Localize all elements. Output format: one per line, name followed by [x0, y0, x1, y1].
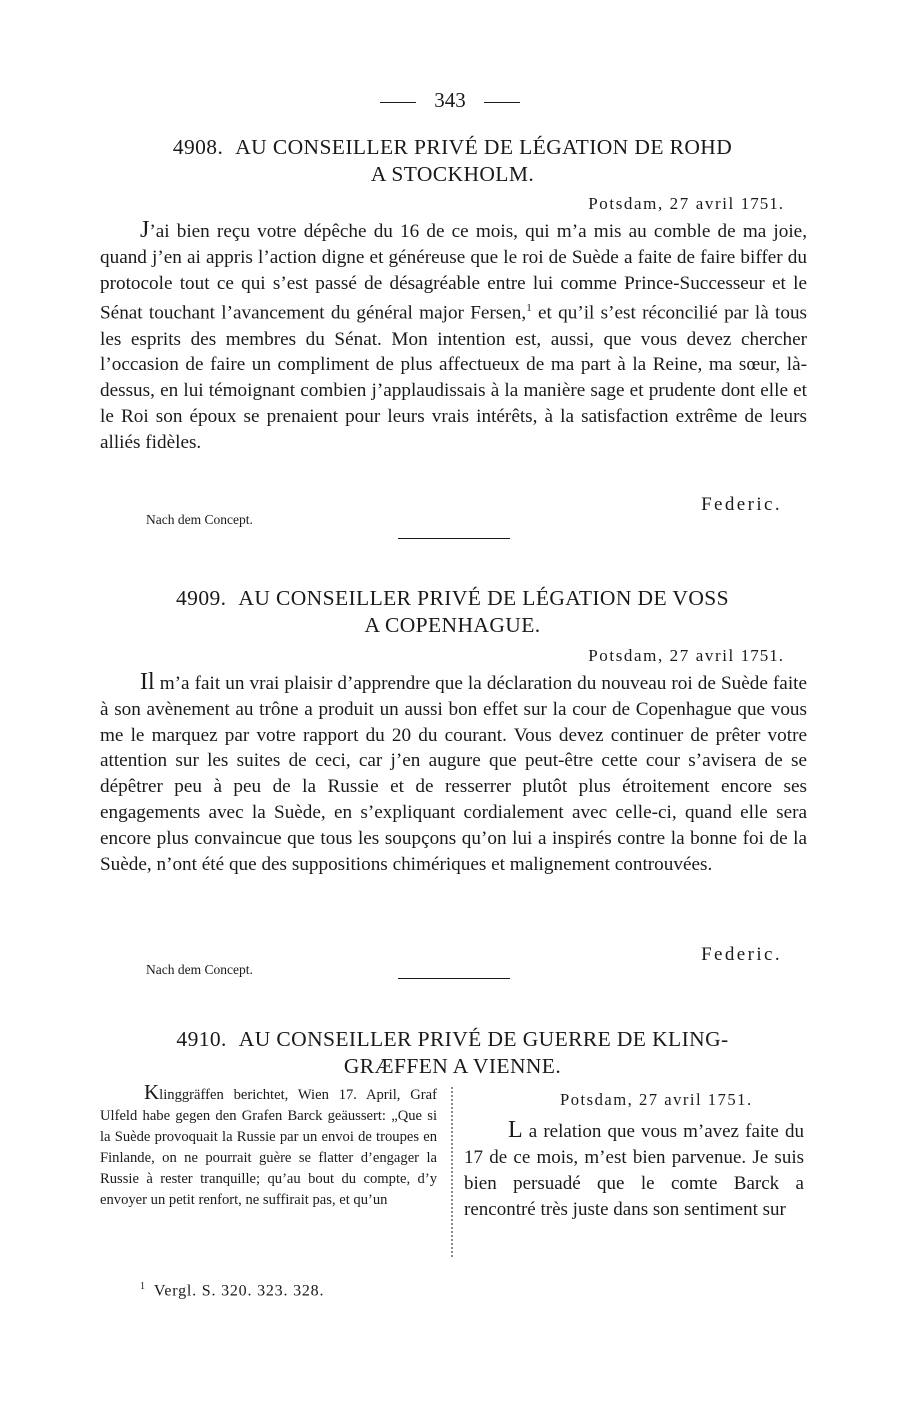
left-dash — [380, 102, 416, 103]
body-text-part-1: ’ai bien reçu votre dépêche du 16 de ce mois, qui m’a mis au comble de ma joie, quand j’en ai appris l’action digne et généreuse que le roi de Suède a faite de faire biffer du protocole tout ce qui s’est passé de désagréable entre lui comme Prince-Successeur et le Sénat touchant l’avancement du général major Fersen, — [100, 221, 807, 324]
signature: Federic. — [701, 944, 782, 965]
heading-title: AU CONSEILLER PRIVÉ DE LÉGATION DE ROHD — [235, 135, 733, 159]
letter-heading-4908 — [100, 134, 805, 188]
heading-title: AU CONSEILLER PRIVÉ DE LÉGATION DE VOSS — [238, 586, 729, 610]
dateline — [588, 646, 784, 666]
dateline-place-date: Potsdam, 27 avril — [588, 646, 735, 665]
letter-number: 4909. — [176, 586, 227, 610]
summary-text: linggräffen berichtet, Wien 17. April, Graf Ulfeld habe gegen den Grafen Barck geäussert: „Que si la Suède provoquait la Russie par un envoi de troupes en Finlande, on ne pourrait guère se flatter d’engager la Russie à rester tranquille; qu’au bout du compte, d’y envoyer un petit renfort, ne suffirait pas, et qu’un — [100, 1087, 437, 1208]
footnote — [140, 1281, 324, 1300]
dateline-place-date: Potsdam, 27 avril — [588, 194, 735, 213]
running-head — [0, 88, 900, 113]
body-text-part-2: et qu’il s’est réconcilié par là tous les esprits des membres du Sénat. Mon intention est, aussi, que vous devez chercher l’occasion de faire un compliment de plus affectueux de ma part à la Reine, ma sœur, là-dessus, en lui témoignant combien j’applaudissais à la manière sage et prudente dont elle et le Roi son époux se prenaient pour leurs vrais intérêts, à la satisfaction extrême de leurs alliés fidèles. — [100, 302, 807, 453]
footnote-reference: 1 — [526, 302, 532, 315]
letter-number: 4908. — [172, 135, 224, 159]
right-dash — [484, 102, 520, 103]
column-divider — [451, 1087, 453, 1257]
letter-paragraph — [464, 1117, 804, 1223]
signature: Federic. — [701, 494, 782, 515]
initial-letter: K — [144, 1080, 160, 1104]
source-note: Nach dem Concept. — [146, 962, 253, 977]
letter-column — [464, 1117, 804, 1223]
letter-text: a relation que vous m’avez faite du 17 de ce mois, m’est bien parvenue. Je suis bien persuadé que le comte Barck a rencontré très juste dans son sentiment sur — [464, 1121, 804, 1220]
body-text: m’a fait un vrai plaisir d’apprendre que la déclaration du nouveau roi de Suède faite à son avènement au trône a produit un aussi bon effet sur la cour de Copenhague que vous me le marquez par votre rapport du 20 du courant. Vous devez continuer de prêter votre attention sur les suites de ceci, car j’en augure que peut-être cette cour s’avisera de se dépêtrer peu à peu de la Russie et de resserrer plutôt plus étroitement encore ses engagements avec la Suède, en s’expliquant cordialement avec celle-ci, quand elle sera encore plus convaincue que tous les soupçons qu’on lui a inspirés contre la bonne foi de la Suède, n’ont été que des suppositions chimériques et malignement controuvées. — [100, 673, 807, 875]
separator-rule — [398, 538, 510, 539]
heading-title: AU CONSEILLER PRIVÉ DE GUERRE DE KLING- — [238, 1027, 729, 1051]
separator-rule — [398, 978, 510, 979]
footnote-text: Vergl. S. 320. 323. 328. — [153, 1282, 325, 1300]
dateline-year: 1751. — [740, 646, 784, 665]
dateline: Potsdam, 27 avril 1751. — [560, 1090, 753, 1109]
initial-letter: Il — [140, 669, 155, 695]
paragraph — [100, 218, 807, 456]
dateline — [588, 194, 784, 214]
heading-line-2: A STOCKHOLM. — [370, 162, 535, 186]
dateline-year: 1751. — [740, 194, 784, 213]
page-number: 343 — [434, 88, 466, 112]
letter-heading-4909 — [100, 585, 805, 639]
heading-line-2: GRÆFFEN A VIENNE. — [343, 1054, 562, 1078]
footnote-marker: 1 — [140, 1281, 146, 1292]
letter-body-4908 — [100, 218, 807, 456]
heading-line-1 — [100, 1026, 805, 1053]
summary-column — [100, 1082, 437, 1211]
summary-paragraph — [100, 1082, 437, 1211]
letter-number: 4910. — [176, 1027, 227, 1051]
source-note: Nach dem Concept. — [146, 512, 253, 527]
letter-heading-4910 — [100, 1026, 805, 1080]
letter-body-4909 — [100, 670, 807, 877]
heading-line-2: A COPENHAGUE. — [364, 613, 541, 637]
paragraph — [100, 670, 807, 877]
heading-line-1 — [100, 585, 805, 612]
initial-letter: L — [508, 1117, 523, 1143]
initial-letter: J — [140, 217, 150, 243]
heading-line-1 — [100, 134, 805, 161]
